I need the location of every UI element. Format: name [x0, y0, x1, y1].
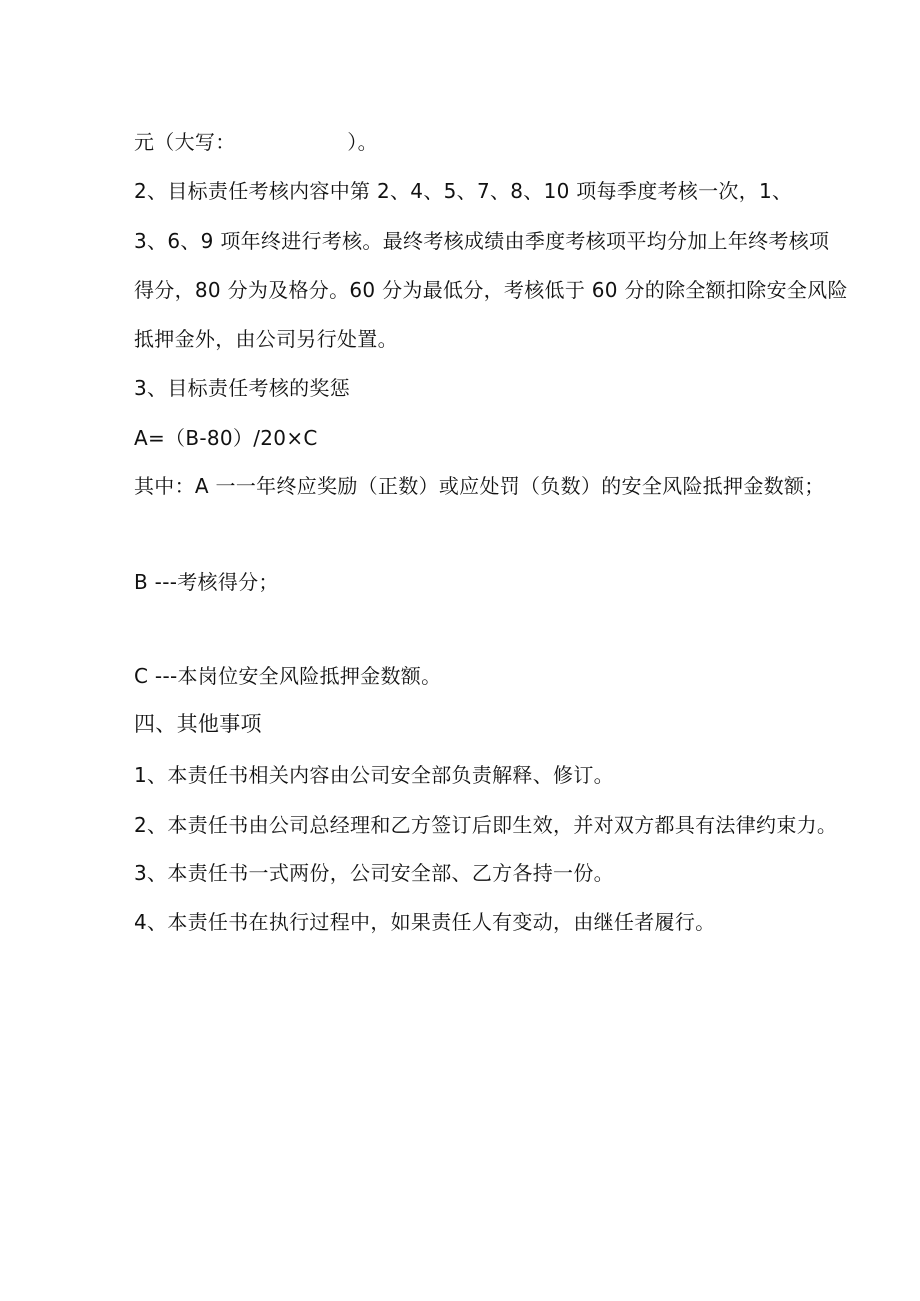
- text-line-amount-uppercase: 元（大写： ）。: [134, 130, 378, 154]
- text-line-item-3-title: 3、目标责任考核的奖惩: [134, 376, 351, 400]
- text-line-other-3: 3、本责任书一式两份，公司安全部、乙方各持一份。: [134, 861, 614, 885]
- text-line-item-2-part2: 3、6、9 项年终进行考核。最终考核成绩由季度考核项平均分加上年终考核项: [134, 229, 830, 253]
- text-line-definition-c: C ---本岗位安全风险抵押金数额。: [134, 664, 442, 688]
- text-line-other-4: 4、本责任书在执行过程中，如果责任人有变动，由继任者履行。: [134, 910, 716, 934]
- text-line-item-2-part4: 抵押金外，由公司另行处置。: [134, 327, 398, 351]
- section-heading-other-matters: 四、其他事项: [134, 712, 262, 736]
- text-line-other-1: 1、本责任书相关内容由公司安全部负责解释、修订。: [134, 763, 614, 787]
- text-line-other-2: 2、本责任书由公司总经理和乙方签订后即生效，并对双方都具有法律约束力。: [134, 813, 838, 837]
- formula-line: A=（B-80）/20×C: [134, 426, 318, 450]
- text-line-item-2-part3: 得分，80 分为及格分。60 分为最低分，考核低于 60 分的除全额扣除安全风险: [134, 278, 848, 302]
- text-line-definition-a: 其中：A 一一年终应奖励（正数）或应处罚（负数）的安全风险抵押金数额；: [134, 474, 825, 498]
- text-line-item-2-part1: 2、目标责任考核内容中第 2、4、5、7、8、10 项每季度考核一次，1、: [134, 179, 793, 203]
- text-line-definition-b: B ---考核得分；: [134, 570, 279, 594]
